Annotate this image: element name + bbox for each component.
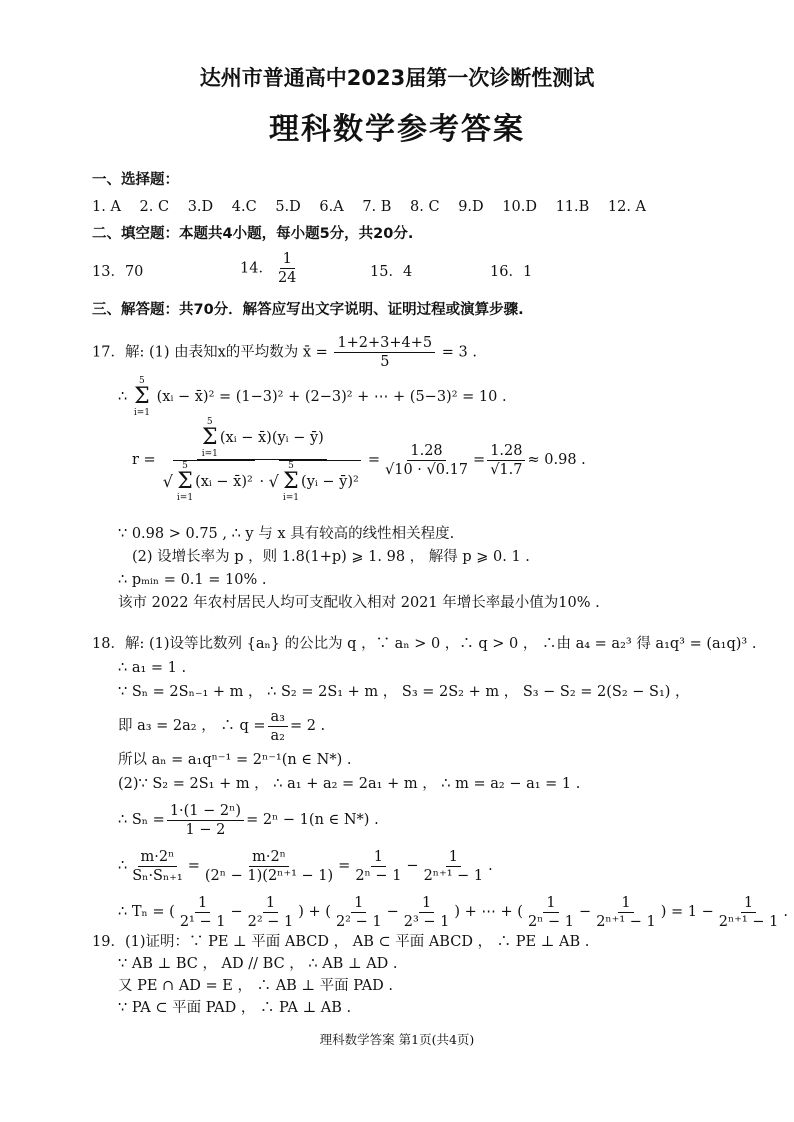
section-1-heading: 一、选择题：: [92, 172, 179, 188]
answer-title: 理科数学参考答案: [269, 112, 525, 147]
fraction-1-24: $\frac{1}{24}$: [277, 251, 297, 286]
q18-line-9: ∴ Tₙ = ( $\frac{1}{\text{2¹ − 1}}$ − $\frac{1}{\text{2² − 1}}$ ) + ( $\frac{1}{\text{2² − 1}}$ − $\frac{1}{\text{2³ − 1}}$ ) + ⋯ + ( $\frac{1}{\text{2ⁿ − 1}}$ − $\frac{1}{\text{2ⁿ⁺¹ − 1}}$ ) = 1 − $\frac{1}{\text{2ⁿ⁺¹ − 1}}$ .: [118, 894, 788, 930]
answer-7: 7. B: [362, 199, 392, 215]
answer-8: 8. C: [410, 199, 440, 215]
q18-line-5: 所以 aₙ = a₁qⁿ⁻¹ = 2ⁿ⁻¹(n ∈ N*) .: [118, 752, 352, 768]
q17-line-7: 该市 2022 年农村居民人均可支配收入相对 2021 年增长率最小值为10% .: [118, 595, 600, 611]
summation-icon: 5 Σ i=1: [133, 376, 150, 418]
page-footer: 理科数学答案 第1页(共4页): [319, 1032, 475, 1047]
answer-2: 2. C: [139, 199, 170, 215]
answer-15: 15．4: [370, 264, 413, 280]
q19-line-4: ∵ PA ⊂ 平面 PAD ， ∴ PA ⊥ AB .: [118, 1000, 352, 1016]
q19-line-2: ∵ AB ⊥ BC ， AD // BC ， ∴ AB ⊥ AD .: [118, 956, 398, 972]
answer-4: 4.C: [231, 199, 257, 215]
answer-5: 5.D: [275, 199, 301, 215]
answer-10: 10.D: [502, 199, 537, 215]
q17-line-5: (2) 设增长率为 p ，则 1.8(1+p) ⩾ 1. 98 ， 解得 p ⩾ 0. 1 .: [132, 549, 530, 565]
answer-6: 6.A: [319, 199, 344, 215]
q19-line-3: 又 PE ∩ AD = E ， ∴ AB ⊥ 平面 PAD .: [118, 978, 394, 994]
q17-correlation-formula: r = 5 Σ i=1 (xᵢ − x̄)(yᵢ − ȳ) √ 5 Σ i=1 (xᵢ − x̄)² · √ 5 Σ i=1 (yᵢ − ȳ)² = $\frac{1.28}{√10 \cdot √0.17}$ = $\frac{1.28}{√1.7}$ ≈ 0.98 .: [132, 417, 586, 503]
answer-16: 16．1: [490, 264, 533, 280]
answer-9: 9.D: [458, 199, 484, 215]
answer-11: 11.B: [555, 199, 590, 215]
q18-line-4: 即 a₃ = 2a₂ ， ∴ q = $\frac{\text{a₃}}{\text{a₂}}$ = 2 .: [118, 708, 326, 744]
section-3-heading: 三、解答题：共70分．解答应写出文字说明、证明过程或演算步骤.: [92, 302, 524, 318]
q17-line-2: ∴ 5 Σ i=1 (xᵢ − x̄)² = (1−3)² + (2−3)² + ⋯ + (5−3)² = 10 .: [118, 376, 507, 418]
answer-12: 12. A: [607, 199, 647, 215]
q18-line-3: ∵ Sₙ = 2Sₙ₋₁ + m ， ∴ S₂ = 2S₁ + m ， S₃ = 2S₂ + m ， S₃ − S₂ = 2(S₂ − S₁) ，: [118, 684, 690, 700]
q18-line-6: (2)∵ S₂ = 2S₁ + m ， ∴ a₁ + a₂ = 2a₁ + m ， ∴ m = a₂ − a₁ = 1 .: [118, 776, 581, 792]
q18-line-8: ∴ $\frac{\text{m·2ⁿ}}{\text{Sₙ·Sₙ₊₁}}$ = $\frac{\text{m·2ⁿ}}{\text{(2ⁿ − 1)(2ⁿ⁺¹ − 1)}}$ = $\frac{1}{\text{2ⁿ − 1}}$ − $\frac{1}{\text{2ⁿ⁺¹ − 1}}$ .: [118, 848, 493, 884]
answer-3: 3.D: [187, 199, 214, 215]
q18-line-2: ∴ a₁ = 1 .: [118, 660, 187, 676]
q18-line-1: 18．解: (1)设等比数列 {aₙ} 的公比为 q ，∵ aₙ > 0 ，∴ q > 0 ， ∴由 a₄ = a₂³ 得 a₁q³ = (a₁q)³ .: [92, 636, 757, 652]
q19-line-1: 19．(1)证明：∵ PE ⊥ 平面 ABCD ， AB ⊂ 平面 ABCD ， ∴ PE ⊥ AB .: [92, 934, 590, 950]
q17-line-4: ∵ 0.98 > 0.75 , ∴ y 与 x 具有较高的线性相关程度.: [118, 526, 455, 542]
section-2-heading: 二、填空题：本题共4小题，每小题5分，共20分.: [92, 226, 414, 242]
answer-13: 13．70: [92, 264, 144, 280]
exam-title: 达州市普通高中2023届第一次诊断性测试: [199, 66, 595, 90]
q18-line-7: ∴ Sₙ = $\frac{\text{1·(1 − 2ⁿ)}}{1 - 2}$ = 2ⁿ − 1(n ∈ N*) .: [118, 802, 379, 838]
choice-answers: [92, 197, 660, 217]
answer-1: 1. A: [92, 199, 121, 215]
q17-line-1: 17．解: (1) 由表知x的平均数为 x̄ = $\frac{1+2+3+4+5}{5}$ = 3 .: [92, 335, 477, 370]
answer-14: 14． $\frac{1}{24}$: [240, 250, 301, 287]
q17-line-6: ∴ pₘᵢₙ = 0.1 = 10% .: [118, 572, 267, 588]
